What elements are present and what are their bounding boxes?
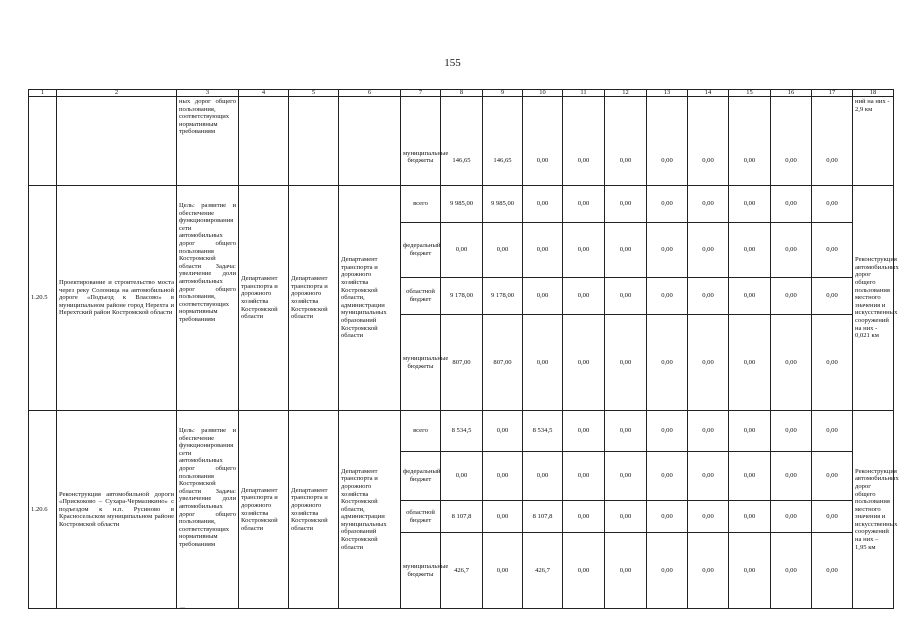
amount-cell: 0,00 [812,501,853,533]
amount-cell: 0,00 [729,186,771,223]
amount-cell: 0,00 [771,533,812,609]
amount-cell: 0,00 [812,278,853,315]
amount-cell: 0,00 [563,186,605,223]
column-number-row [29,90,894,97]
amount-cell: 426,7 [523,533,563,609]
project-name: Реконструкция автомобильной дороги «Прискоково – Сухара-Чермазикино» с подъездом к н.п. Русиново в Красносельском муниципальном районе Костромской области [57,411,177,609]
column-header-5: 5 [289,90,339,97]
amount-cell: 0,00 [523,223,563,278]
amount-cell: 0,00 [563,533,605,609]
project-goal: Цель: развитие и обеспечение функционирования сети автомобильных дорог общего пользования Костромской области Задача: увеличение доли автомобильных дорог общего пользования, соответствующих нормативным требованиям [177,186,239,411]
amount-cell: 0,00 [483,223,523,278]
executor-col4: Департамент транспорта и дорожного хозяйства Костромской области [239,186,289,411]
column-header-16: 16 [771,90,812,97]
amount-cell: 0,00 [563,452,605,501]
amount-cell: 0,00 [729,452,771,501]
column-header-14: 14 [688,90,729,97]
footer-mark: — [180,606,185,611]
amount-cell: 0,00 [441,452,483,501]
amount-cell: 0,00 [647,411,688,452]
program-table [28,89,899,609]
amount-cell: 0,00 [605,533,647,609]
funding-source: всего [401,411,441,452]
amount-cell: 0,00 [729,315,771,411]
column-header-6: 6 [339,90,401,97]
amount-cell: 0,00 [563,97,605,186]
amount-cell: 0,00 [688,223,729,278]
amount-cell: 0,00 [605,315,647,411]
funding-source: областной бюджет [401,501,441,533]
amount-cell: 0,00 [647,97,688,186]
column-header-3: 3 [177,90,239,97]
amount-cell: 0,00 [688,452,729,501]
amount-cell: 8 107,8 [523,501,563,533]
amount-cell: 0,00 [771,223,812,278]
funding-source: муниципальные бюджеты [401,97,441,186]
amount-cell: 0,00 [647,223,688,278]
amount-cell: 0,00 [812,533,853,609]
continued-goal: ных дорог общего пользования, соответствующих нормативным требованиям [177,97,239,186]
amount-cell: 0,00 [812,315,853,411]
amount-cell: 0,00 [605,411,647,452]
amount-cell: 9 985,00 [483,186,523,223]
project-1-20-5 [29,186,899,411]
amount-cell: 0,00 [688,186,729,223]
amount-cell: 0,00 [647,452,688,501]
column-header-10: 10 [523,90,563,97]
amount-cell: 0,00 [729,223,771,278]
amount-cell: 0,00 [771,452,812,501]
amount-cell: 146,65 [483,97,523,186]
column-header-11: 11 [563,90,605,97]
funding-source: федеральный бюджет [401,223,441,278]
amount-cell: 0,00 [771,186,812,223]
project-code: 1.20.5 [29,186,57,411]
funding-source: областной бюджет [401,278,441,315]
project-name: Проектирование и строительство моста через реку Солоница на автомобильной дороге «Подъезд к Власово» в муниципальном районе город Нерехта и Нерехтский район Костромской области [57,186,177,411]
amount-cell: 0,00 [605,278,647,315]
amount-cell: 0,00 [523,315,563,411]
funding-row [29,411,894,452]
amount-cell: 807,00 [483,315,523,411]
column-header-15: 15 [729,90,771,97]
amount-cell: 9 178,00 [441,278,483,315]
executor-col4: Департамент транспорта и дорожного хозяйства Костромской области [239,411,289,609]
amount-cell: 9 985,00 [441,186,483,223]
amount-cell: 0,00 [523,452,563,501]
amount-cell: 0,00 [441,223,483,278]
project-result-note: Реконструкция автомобильных дорог общего пользования местного значения и искусственных сооружений на них - 0,021 км [853,186,894,411]
funding-row [29,186,894,223]
amount-cell: 0,00 [688,97,729,186]
amount-cell: 0,00 [729,533,771,609]
amount-cell: 0,00 [483,501,523,533]
page-number: 155 [444,57,461,69]
amount-cell: 0,00 [605,452,647,501]
amount-cell: 0,00 [647,501,688,533]
column-header-12: 12 [605,90,647,97]
amount-cell: 0,00 [483,452,523,501]
amount-cell: 807,00 [441,315,483,411]
amount-cell: 0,00 [563,315,605,411]
amount-cell: 0,00 [771,315,812,411]
project-1-20-6 [29,411,899,609]
column-header-4: 4 [239,90,289,97]
amount-cell: 0,00 [563,501,605,533]
column-header-18: 18 [853,90,894,97]
amount-cell: 0,00 [812,452,853,501]
amount-cell: 0,00 [812,186,853,223]
amount-cell: 0,00 [812,223,853,278]
amount-cell: 146,65 [441,97,483,186]
project-goal: Цель: развитие и обеспечение функционирования сети автомобильных дорог общего пользования Костромской области Задача: увеличение доли автомобильных дорог общего пользования, соответствующих нормативным требованиям [177,411,239,609]
amount-cell: 0,00 [605,97,647,186]
project-code: 1.20.6 [29,411,57,609]
amount-cell: 0,00 [729,278,771,315]
amount-cell: 0,00 [729,501,771,533]
executor-col5: Департамент транспорта и дорожного хозяйства Костромской области [289,186,339,411]
funding-source: всего [401,186,441,223]
amount-cell: 0,00 [688,315,729,411]
amount-cell: 0,00 [729,97,771,186]
amount-cell: 0,00 [605,186,647,223]
amount-cell: 0,00 [647,186,688,223]
amount-cell: 0,00 [605,501,647,533]
amount-cell: 0,00 [688,411,729,452]
amount-cell: 0,00 [563,278,605,315]
column-header-2: 2 [57,90,177,97]
amount-cell: 426,7 [441,533,483,609]
amount-cell: 0,00 [647,533,688,609]
amount-cell: 8 534,5 [441,411,483,452]
amount-cell: 0,00 [812,411,853,452]
amount-cell: 0,00 [688,501,729,533]
amount-cell: 0,00 [523,97,563,186]
amount-cell: 8 534,5 [523,411,563,452]
amount-cell: 0,00 [688,533,729,609]
funding-source: федеральный бюджет [401,452,441,501]
executor-col6: Департамент транспорта и дорожного хозяйства Костромской области, администрации муниципальных образований Костромской области [339,411,401,609]
column-header-17: 17 [812,90,853,97]
amount-cell: 0,00 [483,533,523,609]
funding-source: муниципальные бюджеты [401,533,441,609]
amount-cell: 0,00 [563,223,605,278]
column-header-9: 9 [483,90,523,97]
amount-cell: 0,00 [812,97,853,186]
amount-cell: 9 178,00 [483,278,523,315]
amount-cell: 0,00 [771,501,812,533]
amount-cell: 0,00 [771,278,812,315]
amount-cell: 0,00 [771,411,812,452]
project-result-note: Реконструкция автомобильных дорог общего пользования местного значения и искусственных сооружений на них – 1,95 км [853,411,894,609]
amount-cell: 0,00 [729,411,771,452]
continuation-row [29,97,894,186]
amount-cell: 0,00 [563,411,605,452]
amount-cell: 0,00 [483,411,523,452]
amount-cell: 0,00 [771,97,812,186]
amount-cell: 0,00 [523,278,563,315]
funding-source: муниципальные бюджеты [401,315,441,411]
executor-col5: Департамент транспорта и дорожного хозяйства Костромской области [289,411,339,609]
executor-col6: Департамент транспорта и дорожного хозяйства Костромской области, администрации муниципальных образований Костромской области [339,186,401,411]
column-header-7: 7 [401,90,441,97]
column-header-1: 1 [29,90,57,97]
amount-cell: 0,00 [605,223,647,278]
amount-cell: 8 107,8 [441,501,483,533]
amount-cell: 0,00 [688,278,729,315]
continued-note: ний на них - 2,9 км [853,97,894,186]
column-header-8: 8 [441,90,483,97]
amount-cell: 0,00 [647,278,688,315]
amount-cell: 0,00 [523,186,563,223]
column-header-13: 13 [647,90,688,97]
amount-cell: 0,00 [647,315,688,411]
